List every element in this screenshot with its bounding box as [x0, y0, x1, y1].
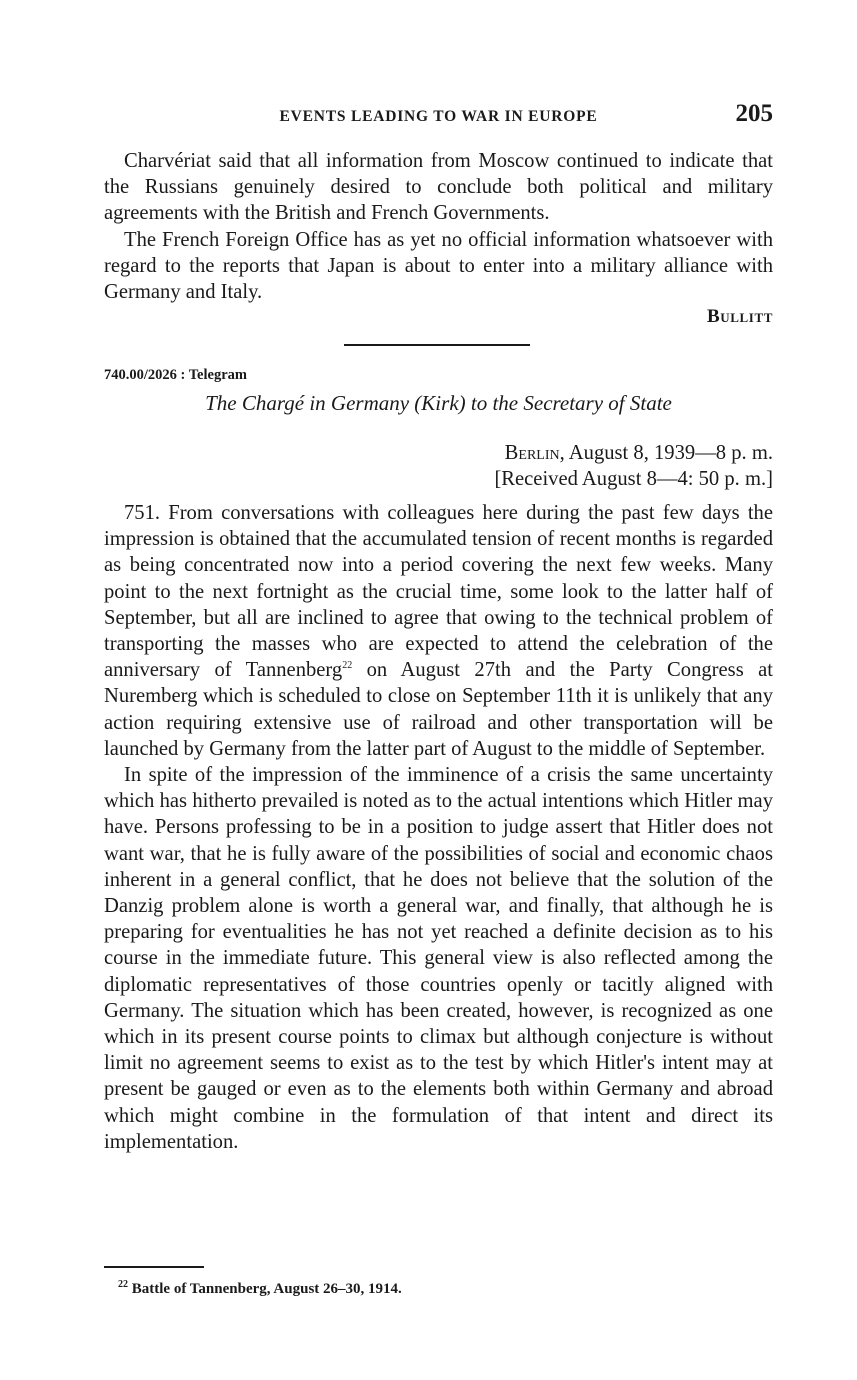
footnote	[118, 1281, 402, 1298]
dateline-date: , August 8, 1939—8 p. m.	[559, 442, 773, 464]
intro-paragraph-1: Charvériat said that all information from Moscow continued to indicate that the Russians genuinely desired to conclude both political and military agreements with the British and French Governments.	[104, 150, 773, 225]
dateline-place: Berlin	[504, 442, 560, 464]
footnote-marker: 22	[118, 1279, 128, 1290]
running-title: EVENTS LEADING TO WAR IN EUROPE	[279, 108, 598, 125]
running-head	[104, 100, 773, 136]
telegram-paragraph-2: In spite of the impression of the imminence of a crisis the same uncertainty which has hitherto prevailed is noted as to the actual intentions which Hitler may have. Persons professing to be in a position to judge assert that Hitler does not want war, that he is fully aware of the possibilities of social and economic chaos inherent in a general conflict, that he does not believe that the solution of the Danzig problem alone is worth a general war, and finally, that although he is preparing for eventualities he has not yet reached a definite decision as to his course in the immediate future. This general view is also reflected among the diplomatic representatives of those countries openly or tacitly aligned with Germany. The situation which has been created, however, is recognized as one which in its present course points to climax but although conjecture is without limit no agreement seems to exist as to the test by which Hitler's intent may at present be gauged or even as to the elements both within Germany and abroad which might combine in the formulation of that intent and direct its implementation.	[104, 764, 773, 1153]
dateline	[494, 440, 773, 466]
dateline-block	[494, 440, 773, 492]
intro-text	[104, 148, 773, 305]
received-line: [Received August 8—4: 50 p. m.]	[494, 468, 773, 491]
paragraph-1-text-b: on August 27th and the Party Congress at Nuremberg which is scheduled to close on September 11th it is unlikely that any action requiring extensive use of railroad and other transportation will be launched by Germany from the latter part of August to the middle of September.	[104, 659, 773, 760]
telegram-paragraph-1	[104, 500, 773, 762]
footnote-text: Battle of Tannenberg, August 26–30, 1914.	[128, 1281, 402, 1297]
section-divider	[344, 344, 530, 346]
footnote-rule	[104, 1266, 204, 1268]
intro-paragraph-2: The French Foreign Office has as yet no official information whatsoever with regard to the reports that Japan is about to enter into a military alliance with Germany and Italy.	[104, 228, 773, 304]
signature: Bullitt	[706, 306, 773, 327]
paragraph-1-text-a: 751. From conversations with colleagues here during the past few days the impression is obtained that the accumulated tension of recent months is regarded as being concentrated now into a period covering the next few weeks. Many point to the next fortnight as the crucial time, some look to the latter half of September, but all are inclined to agree that owing to the technical problem of transporting the masses who are expected to attend the celebration of the anniversary of Tannenberg	[104, 502, 773, 682]
footnote-reference[interactable]: 22	[342, 660, 353, 672]
page-number: 205	[735, 100, 773, 127]
document-reference: 740.00/2026 : Telegram	[104, 367, 247, 383]
telegram-body	[104, 500, 773, 1155]
document-title: The Chargé in Germany (Kirk) to the Secretary of State	[205, 391, 672, 415]
